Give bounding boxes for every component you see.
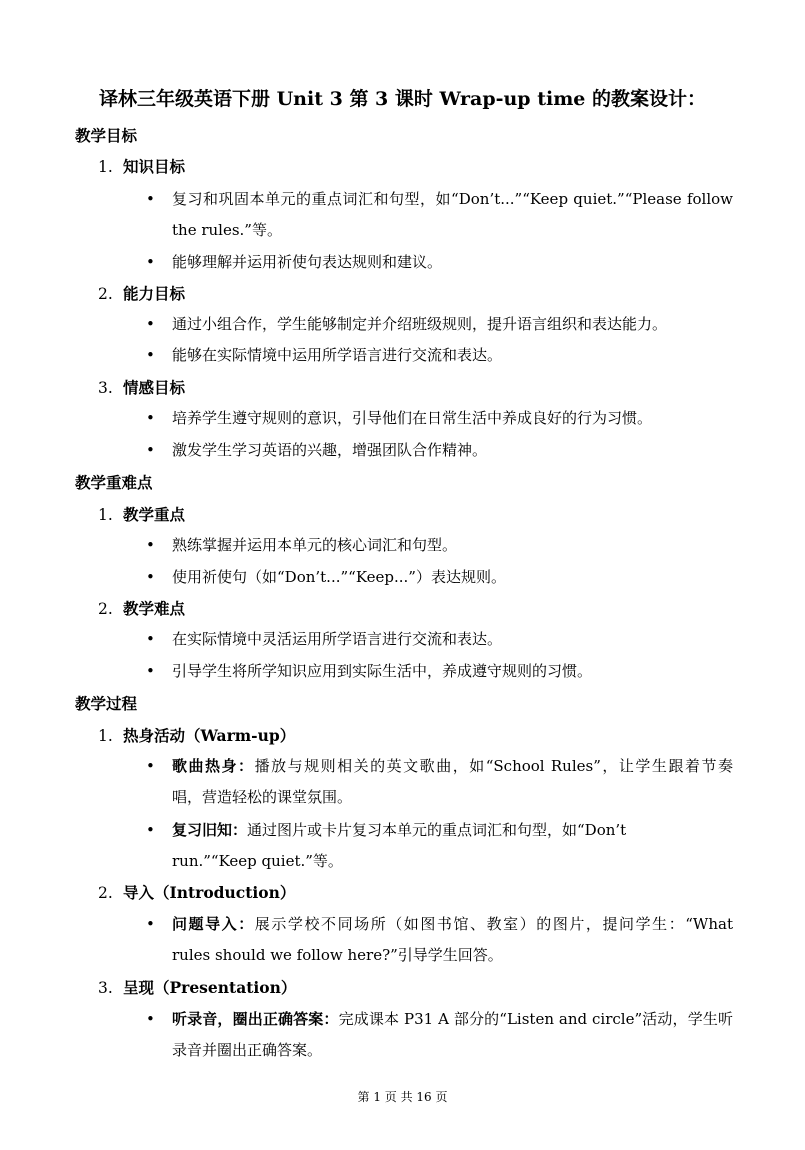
list-item bbox=[148, 184, 733, 246]
section-heading-process: 教学过程 bbox=[75, 694, 138, 713]
subheading-warm-up bbox=[98, 725, 295, 747]
list-item bbox=[148, 1004, 733, 1066]
list-item-text: • 通过小组合作，学生能够制定并介绍班级规则，提升语言组织和表达能力。 bbox=[172, 315, 668, 333]
list-item-text: • 能够理解并运用祈使句表达规则和建议。 bbox=[172, 253, 443, 271]
subheading-number: 1. bbox=[98, 727, 113, 745]
list-item-text: • 熟练掌握并运用本单元的核心词汇和句型。 bbox=[172, 536, 458, 554]
list-item bbox=[148, 656, 733, 687]
subheading-label: 导入（Introduction） bbox=[123, 883, 296, 902]
subheading-number: 3. bbox=[98, 979, 113, 997]
subheading-introduction bbox=[98, 882, 295, 904]
list-item-text: rules should we follow here?”引导学生回答。 bbox=[172, 946, 503, 964]
list-item-label: 听录音，圈出正确答案： bbox=[172, 1010, 339, 1028]
list-item-text: • 在实际情境中灵活运用所学语言进行交流和表达。 bbox=[172, 630, 503, 648]
subheading-label: 教学重点 bbox=[123, 505, 186, 524]
page-number-footer: 第 1 页 共 16 页 bbox=[357, 1090, 448, 1104]
list-item-body: 通过图片或卡片复习本单元的重点词汇和句型，如“Don’t bbox=[247, 821, 627, 839]
subheading-label: 呈现（Presentation） bbox=[123, 978, 297, 997]
list-item bbox=[148, 530, 733, 561]
list-item-text: • 使用祈使句（如“Don’t...”“Keep...”）表达规则。 bbox=[172, 568, 506, 586]
list-item-text: • 激发学生学习英语的兴趣，增强团队合作精神。 bbox=[172, 441, 488, 459]
subheading-teaching-focus bbox=[98, 504, 185, 526]
list-item bbox=[148, 435, 733, 466]
list-item-text: the rules.”等。 bbox=[172, 221, 282, 239]
section-heading-key-points: 教学重难点 bbox=[75, 473, 153, 492]
list-item-label: 复习旧知： bbox=[172, 821, 248, 839]
subheading-label: 能力目标 bbox=[123, 284, 186, 303]
list-item bbox=[148, 403, 733, 434]
subheading-number: 2. bbox=[98, 884, 113, 902]
list-item-text: • 引导学生将所学知识应用到实际生活中，养成遵守规则的习惯。 bbox=[172, 662, 593, 680]
list-item-label: 问题导入： bbox=[172, 915, 255, 933]
list-item bbox=[148, 751, 733, 813]
subheading-number: 2. bbox=[98, 600, 113, 618]
subheading-label: 热身活动（Warm-up） bbox=[123, 726, 296, 745]
list-item-text: • 培养学生遵守规则的意识，引导他们在日常生活中养成良好的行为习惯。 bbox=[172, 409, 653, 427]
list-item-body: 播放与规则相关的英文歌曲，如“School Rules”，让学生跟着节奏 bbox=[254, 757, 733, 775]
subheading-emotion-goals bbox=[98, 377, 185, 399]
list-item-text: • 复习和巩固本单元的重点词汇和句型，如“Don’t...”“Keep quiet.”“Please follow bbox=[172, 190, 733, 208]
subheading-presentation bbox=[98, 977, 296, 999]
list-item-text bbox=[172, 815, 733, 846]
list-item-body: 展示学校不同场所（如图书馆、教室）的图片，提问学生：“What bbox=[254, 915, 733, 933]
list-item bbox=[148, 309, 733, 340]
list-item bbox=[148, 909, 733, 971]
list-item-text: run.”“Keep quiet.”等。 bbox=[172, 852, 343, 870]
list-item bbox=[148, 562, 733, 593]
list-item bbox=[148, 340, 733, 371]
subheading-label: 情感目标 bbox=[123, 378, 186, 397]
subheading-ability-goals bbox=[98, 283, 185, 305]
list-item-body: 完成课本 P31 A 部分的“Listen and circle”活动，学生听 bbox=[338, 1010, 733, 1028]
subheading-teaching-difficulty bbox=[98, 598, 185, 620]
list-item-text bbox=[172, 909, 733, 940]
list-item bbox=[148, 247, 733, 278]
subheading-label: 教学难点 bbox=[123, 599, 186, 618]
subheading-label: 知识目标 bbox=[123, 157, 186, 176]
list-item-text: 唱，营造轻松的课堂氛围。 bbox=[172, 788, 353, 806]
subheading-knowledge-goals bbox=[98, 156, 185, 178]
list-item bbox=[148, 624, 733, 655]
list-item-text bbox=[172, 1004, 733, 1035]
subheading-number: 2. bbox=[98, 285, 113, 303]
subheading-number: 1. bbox=[98, 158, 113, 176]
page-title: 译林三年级英语下册 Unit 3 第 3 课时 Wrap-up time 的教案设计： bbox=[99, 88, 706, 110]
list-item-text: • 能够在实际情境中运用所学语言进行交流和表达。 bbox=[172, 346, 503, 364]
subheading-number: 1. bbox=[98, 506, 113, 524]
subheading-number: 3. bbox=[98, 379, 113, 397]
list-item-text bbox=[172, 751, 733, 782]
list-item-label: 歌曲热身： bbox=[172, 757, 255, 775]
list-item-text: 录音并圈出正确答案。 bbox=[172, 1041, 323, 1059]
section-heading-goals: 教学目标 bbox=[75, 126, 138, 145]
list-item bbox=[148, 815, 733, 877]
